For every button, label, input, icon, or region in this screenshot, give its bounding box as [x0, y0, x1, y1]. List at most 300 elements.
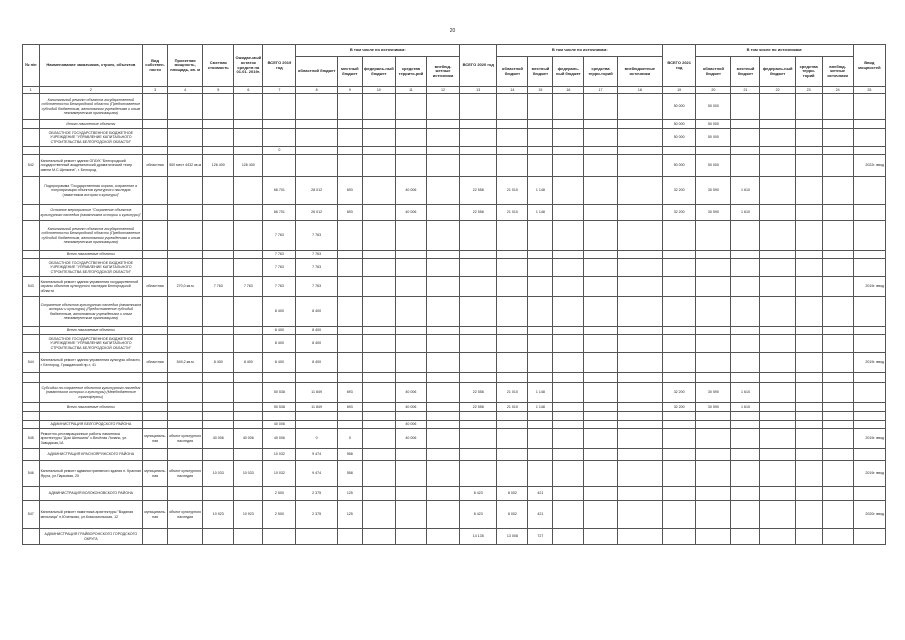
value-cell	[143, 412, 168, 421]
header-src-extra: внебюд-жетные источники	[822, 57, 853, 87]
value-cell	[822, 373, 853, 383]
value-cell	[395, 221, 426, 251]
value-cell	[362, 147, 395, 155]
value-cell	[337, 412, 362, 421]
column-number: 1	[23, 87, 40, 94]
value-cell	[296, 147, 337, 155]
value-cell	[362, 353, 395, 373]
investment-table	[22, 44, 886, 545]
value-cell	[362, 297, 395, 327]
value-cell	[584, 147, 617, 155]
header-src-territory: средства террито-рий	[395, 57, 426, 87]
value-cell	[168, 449, 203, 461]
value-cell: 8 400	[263, 327, 296, 335]
value-cell: 10 923	[234, 501, 263, 529]
value-cell	[760, 205, 795, 221]
table-row	[23, 403, 886, 412]
value-cell	[853, 221, 885, 251]
header-src-territory: средства терри-торий	[584, 57, 617, 87]
value-cell	[234, 421, 263, 429]
row-number-cell	[23, 94, 40, 120]
value-cell	[731, 421, 760, 429]
value-cell	[853, 335, 885, 353]
row-name-cell: АДМИНИСТРАЦИЯ БЕЛГОРОДСКОГО РАЙОНА	[39, 421, 143, 429]
value-cell	[203, 251, 234, 259]
value-cell	[553, 259, 584, 277]
value-cell	[143, 327, 168, 335]
value-cell	[528, 155, 553, 177]
value-cell	[760, 129, 795, 147]
value-cell	[795, 373, 822, 383]
row-number-cell: 544	[23, 353, 40, 373]
value-cell: 2022г. ввод	[853, 155, 885, 177]
value-cell	[263, 373, 296, 383]
value-cell	[584, 429, 617, 449]
value-cell: 421	[528, 501, 553, 529]
value-cell	[395, 94, 426, 120]
value-cell: 66 701	[263, 177, 296, 205]
value-cell	[663, 412, 696, 421]
value-cell	[760, 335, 795, 353]
value-cell	[497, 221, 528, 251]
value-cell: 8 400	[296, 327, 337, 335]
value-cell: 7 763	[296, 259, 337, 277]
value-cell	[168, 129, 203, 147]
value-cell: 13 008	[497, 529, 528, 545]
value-cell: объект культурного наследия	[168, 461, 203, 487]
value-cell	[337, 529, 362, 545]
row-number-cell	[23, 205, 40, 221]
value-cell	[395, 501, 426, 529]
value-cell	[362, 259, 395, 277]
value-cell	[426, 373, 459, 383]
value-cell	[362, 155, 395, 177]
table-row	[23, 259, 886, 277]
value-cell	[362, 94, 395, 120]
value-cell	[795, 383, 822, 403]
value-cell: областная	[143, 277, 168, 297]
value-cell	[584, 335, 617, 353]
value-cell	[663, 529, 696, 545]
value-cell: 1 148	[528, 177, 553, 205]
value-cell	[497, 129, 528, 147]
table-row	[23, 421, 886, 429]
value-cell	[497, 421, 528, 429]
header-src-federal: федераль-ный бюджет	[760, 57, 795, 87]
row-name-cell: Всего начинаемые объекты	[39, 327, 143, 335]
value-cell	[497, 297, 528, 327]
value-cell	[822, 487, 853, 501]
value-cell	[731, 487, 760, 501]
value-cell	[853, 403, 885, 412]
value-cell: 32 200	[663, 383, 696, 403]
value-cell: 40 006	[203, 429, 234, 449]
value-cell	[822, 353, 853, 373]
value-cell	[362, 251, 395, 259]
value-cell	[760, 529, 795, 545]
row-number-cell: 545	[23, 429, 40, 449]
value-cell: 8 400	[296, 353, 337, 373]
value-cell	[460, 429, 497, 449]
value-cell	[822, 259, 853, 277]
value-cell	[168, 383, 203, 403]
value-cell	[362, 412, 395, 421]
value-cell	[460, 155, 497, 177]
value-cell	[168, 327, 203, 335]
value-cell	[553, 412, 584, 421]
value-cell	[853, 129, 885, 147]
value-cell	[553, 251, 584, 259]
table-row	[23, 529, 886, 545]
value-cell	[234, 403, 263, 412]
row-name-cell	[39, 147, 143, 155]
value-cell: 0	[263, 147, 296, 155]
value-cell	[617, 335, 663, 353]
row-name-cell: ОБЛАСТНОЕ ГОСУДАРСТВЕННОЕ БЮДЖЕТНОЕ УЧРЕЖДЕНИЕ "УПРАВЛЕНИЕ КАПИТАЛЬНОГО СТРОИТЕЛЬСТВА БЕЛГОРОДСКОЙ ОБЛАСТИ"	[39, 259, 143, 277]
value-cell	[362, 429, 395, 449]
value-cell	[696, 412, 731, 421]
row-number-cell	[23, 259, 40, 277]
value-cell	[362, 120, 395, 129]
value-cell	[528, 327, 553, 335]
value-cell	[822, 529, 853, 545]
value-cell	[395, 155, 426, 177]
header-row-no: № п/п	[23, 45, 40, 87]
value-cell	[853, 205, 885, 221]
value-cell	[203, 259, 234, 277]
value-cell	[584, 353, 617, 373]
column-number: 2	[39, 87, 143, 94]
value-cell: 421	[528, 487, 553, 501]
column-number: 3	[143, 87, 168, 94]
value-cell	[460, 373, 497, 383]
value-cell	[795, 147, 822, 155]
value-cell	[584, 277, 617, 297]
value-cell	[337, 335, 362, 353]
value-cell	[426, 421, 459, 429]
value-cell	[822, 129, 853, 147]
row-number-cell: 547	[23, 501, 40, 529]
value-cell	[426, 327, 459, 335]
value-cell	[426, 259, 459, 277]
value-cell: 10 033	[234, 461, 263, 487]
value-cell	[528, 221, 553, 251]
value-cell	[731, 529, 760, 545]
value-cell: 125	[337, 501, 362, 529]
value-cell	[617, 487, 663, 501]
header-src-federal: федераль-ный бюджет	[553, 57, 584, 87]
value-cell	[263, 155, 296, 177]
value-cell	[584, 297, 617, 327]
value-cell	[143, 221, 168, 251]
value-cell: 50 000	[663, 129, 696, 147]
value-cell: 2 375	[296, 501, 337, 529]
value-cell	[553, 335, 584, 353]
value-cell: 7 763	[263, 259, 296, 277]
table-row	[23, 94, 886, 120]
value-cell	[143, 259, 168, 277]
value-cell	[203, 129, 234, 147]
value-cell	[663, 353, 696, 373]
value-cell	[426, 251, 459, 259]
row-name-cell: Итого начиненные объекты	[39, 120, 143, 129]
value-cell	[584, 251, 617, 259]
value-cell	[203, 487, 234, 501]
value-cell	[234, 297, 263, 327]
value-cell: 7 763	[296, 251, 337, 259]
value-cell: 1 148	[528, 205, 553, 221]
value-cell	[617, 373, 663, 383]
value-cell	[460, 327, 497, 335]
value-cell: 40 006	[395, 429, 426, 449]
value-cell	[460, 259, 497, 277]
value-cell	[337, 251, 362, 259]
value-cell	[296, 155, 337, 177]
header-src-federal: федераль-ный бюджет	[362, 57, 395, 87]
value-cell	[584, 421, 617, 429]
value-cell: 30 590	[696, 205, 731, 221]
value-cell	[553, 177, 584, 205]
column-number: 13	[460, 87, 497, 94]
value-cell	[337, 277, 362, 297]
value-cell	[234, 94, 263, 120]
value-cell	[584, 487, 617, 501]
value-cell: 7 763	[296, 277, 337, 297]
value-cell	[822, 403, 853, 412]
value-cell	[426, 461, 459, 487]
value-cell: 50 000	[663, 155, 696, 177]
value-cell	[731, 373, 760, 383]
row-number-cell	[23, 251, 40, 259]
header-name: Наименование заказчиков, строек, объектов	[39, 45, 143, 87]
column-number: 21	[731, 87, 760, 94]
value-cell	[528, 259, 553, 277]
value-cell: 1 610	[731, 403, 760, 412]
value-cell: 32 200	[663, 403, 696, 412]
value-cell	[203, 297, 234, 327]
value-cell: 21 010	[497, 177, 528, 205]
value-cell	[528, 251, 553, 259]
value-cell: 125	[337, 487, 362, 501]
value-cell	[553, 205, 584, 221]
value-cell	[203, 327, 234, 335]
value-cell	[760, 297, 795, 327]
value-cell	[234, 327, 263, 335]
table-row	[23, 461, 886, 487]
value-cell	[497, 335, 528, 353]
value-cell	[234, 373, 263, 383]
row-name-cell: Капитальный ремонт здания управления культуры области, г. Белгород, Гражданский пр-т, 41	[39, 353, 143, 373]
value-cell: 693	[337, 383, 362, 403]
row-name-cell: АДМИНИСТРАЦИЯ ВОЛОКОНОВСКОГО РАЙОНА	[39, 487, 143, 501]
value-cell	[553, 373, 584, 383]
value-cell	[395, 297, 426, 327]
value-cell: 7 763	[263, 251, 296, 259]
value-cell	[553, 94, 584, 120]
value-cell	[296, 373, 337, 383]
value-cell: 21 010	[497, 403, 528, 412]
value-cell	[731, 259, 760, 277]
value-cell	[143, 129, 168, 147]
value-cell	[234, 259, 263, 277]
value-cell: 126 400	[234, 155, 263, 177]
row-number-cell	[23, 421, 40, 429]
table-row	[23, 297, 886, 327]
value-cell	[362, 205, 395, 221]
value-cell	[822, 297, 853, 327]
value-cell	[853, 383, 885, 403]
value-cell	[143, 335, 168, 353]
value-cell: 22 558	[460, 403, 497, 412]
value-cell	[395, 529, 426, 545]
value-cell	[617, 147, 663, 155]
value-cell	[795, 251, 822, 259]
value-cell	[143, 147, 168, 155]
value-cell	[497, 277, 528, 297]
column-number: 5	[203, 87, 234, 94]
value-cell	[460, 421, 497, 429]
page-number: 20	[449, 28, 456, 34]
value-cell	[795, 277, 822, 297]
value-cell: 9 474	[296, 449, 337, 461]
value-cell	[760, 327, 795, 335]
value-cell	[795, 297, 822, 327]
value-cell	[234, 412, 263, 421]
header-total-2019: ВСЕГО 2019 год	[263, 45, 296, 87]
row-name-cell: Сохранение объектов культурного наследия (памятников истории и культуры) (Предоставление субсидий бюджетным, автономным учреждениям и иным некоммерческим организациям)	[39, 297, 143, 327]
value-cell	[168, 297, 203, 327]
header-src-local: местный бюджет	[528, 57, 553, 87]
value-cell	[696, 461, 731, 487]
value-cell	[617, 327, 663, 335]
row-number-cell	[23, 383, 40, 403]
value-cell	[663, 147, 696, 155]
value-cell	[143, 421, 168, 429]
row-name-cell: Всего начинаемые объекты	[39, 403, 143, 412]
value-cell	[584, 383, 617, 403]
value-cell	[497, 373, 528, 383]
value-cell	[143, 529, 168, 545]
header-src-local: местный бюджет	[731, 57, 760, 87]
value-cell: 2 375	[296, 487, 337, 501]
value-cell	[795, 94, 822, 120]
value-cell	[168, 421, 203, 429]
row-number-cell	[23, 221, 40, 251]
value-cell	[795, 403, 822, 412]
value-cell: 22 558	[460, 177, 497, 205]
value-cell: 8 400	[296, 297, 337, 327]
value-cell	[234, 120, 263, 129]
header-remaining: Ожидае-мый остаток средств на 01.01. 2019г.	[234, 45, 263, 87]
table-row	[23, 383, 886, 403]
value-cell: 22 558	[460, 205, 497, 221]
value-cell: 7 763	[263, 277, 296, 297]
value-cell	[395, 277, 426, 297]
value-cell	[426, 120, 459, 129]
value-cell: 40 006	[234, 429, 263, 449]
value-cell	[795, 421, 822, 429]
value-cell	[395, 353, 426, 373]
value-cell	[663, 487, 696, 501]
column-number: 7	[263, 87, 296, 94]
value-cell	[663, 373, 696, 383]
row-number-cell	[23, 177, 40, 205]
row-number-cell	[23, 297, 40, 327]
value-cell	[795, 353, 822, 373]
value-cell	[234, 129, 263, 147]
column-number: 11	[395, 87, 426, 94]
value-cell	[795, 449, 822, 461]
value-cell	[168, 403, 203, 412]
value-cell	[203, 94, 234, 120]
value-cell: 0	[337, 429, 362, 449]
value-cell: 66 701	[263, 205, 296, 221]
table-row	[23, 129, 886, 147]
value-cell	[822, 147, 853, 155]
value-cell	[203, 373, 234, 383]
value-cell	[853, 251, 885, 259]
value-cell	[497, 412, 528, 421]
value-cell	[731, 449, 760, 461]
value-cell	[460, 353, 497, 373]
value-cell	[617, 120, 663, 129]
value-cell	[296, 129, 337, 147]
value-cell	[168, 94, 203, 120]
value-cell	[203, 120, 234, 129]
value-cell	[553, 129, 584, 147]
value-cell	[426, 353, 459, 373]
value-cell	[168, 529, 203, 545]
value-cell	[234, 487, 263, 501]
column-number: 15	[528, 87, 553, 94]
value-cell	[853, 327, 885, 335]
value-cell	[460, 277, 497, 297]
value-cell	[822, 412, 853, 421]
table-body	[23, 87, 886, 545]
row-number-cell	[23, 487, 40, 501]
value-cell	[731, 335, 760, 353]
value-cell	[553, 529, 584, 545]
value-cell	[696, 297, 731, 327]
value-cell	[497, 259, 528, 277]
value-cell: 10 033	[203, 461, 234, 487]
value-cell	[497, 449, 528, 461]
value-cell	[296, 120, 337, 129]
value-cell	[663, 501, 696, 529]
value-cell	[337, 259, 362, 277]
value-cell	[822, 251, 853, 259]
value-cell	[553, 277, 584, 297]
value-cell	[528, 94, 553, 120]
value-cell: объект культурного наследия	[168, 429, 203, 449]
header-group-2021: В том числе по источникам:	[696, 45, 853, 57]
value-cell	[143, 403, 168, 412]
value-cell	[143, 487, 168, 501]
value-cell	[426, 277, 459, 297]
value-cell: 50 538	[263, 403, 296, 412]
value-cell	[337, 120, 362, 129]
value-cell	[263, 120, 296, 129]
value-cell	[795, 221, 822, 251]
value-cell	[168, 412, 203, 421]
value-cell	[853, 297, 885, 327]
value-cell	[395, 461, 426, 487]
value-cell	[337, 421, 362, 429]
value-cell	[853, 259, 885, 277]
header-src-extra: внебюд-жетные источники	[426, 57, 459, 87]
value-cell	[617, 461, 663, 487]
value-cell	[795, 487, 822, 501]
